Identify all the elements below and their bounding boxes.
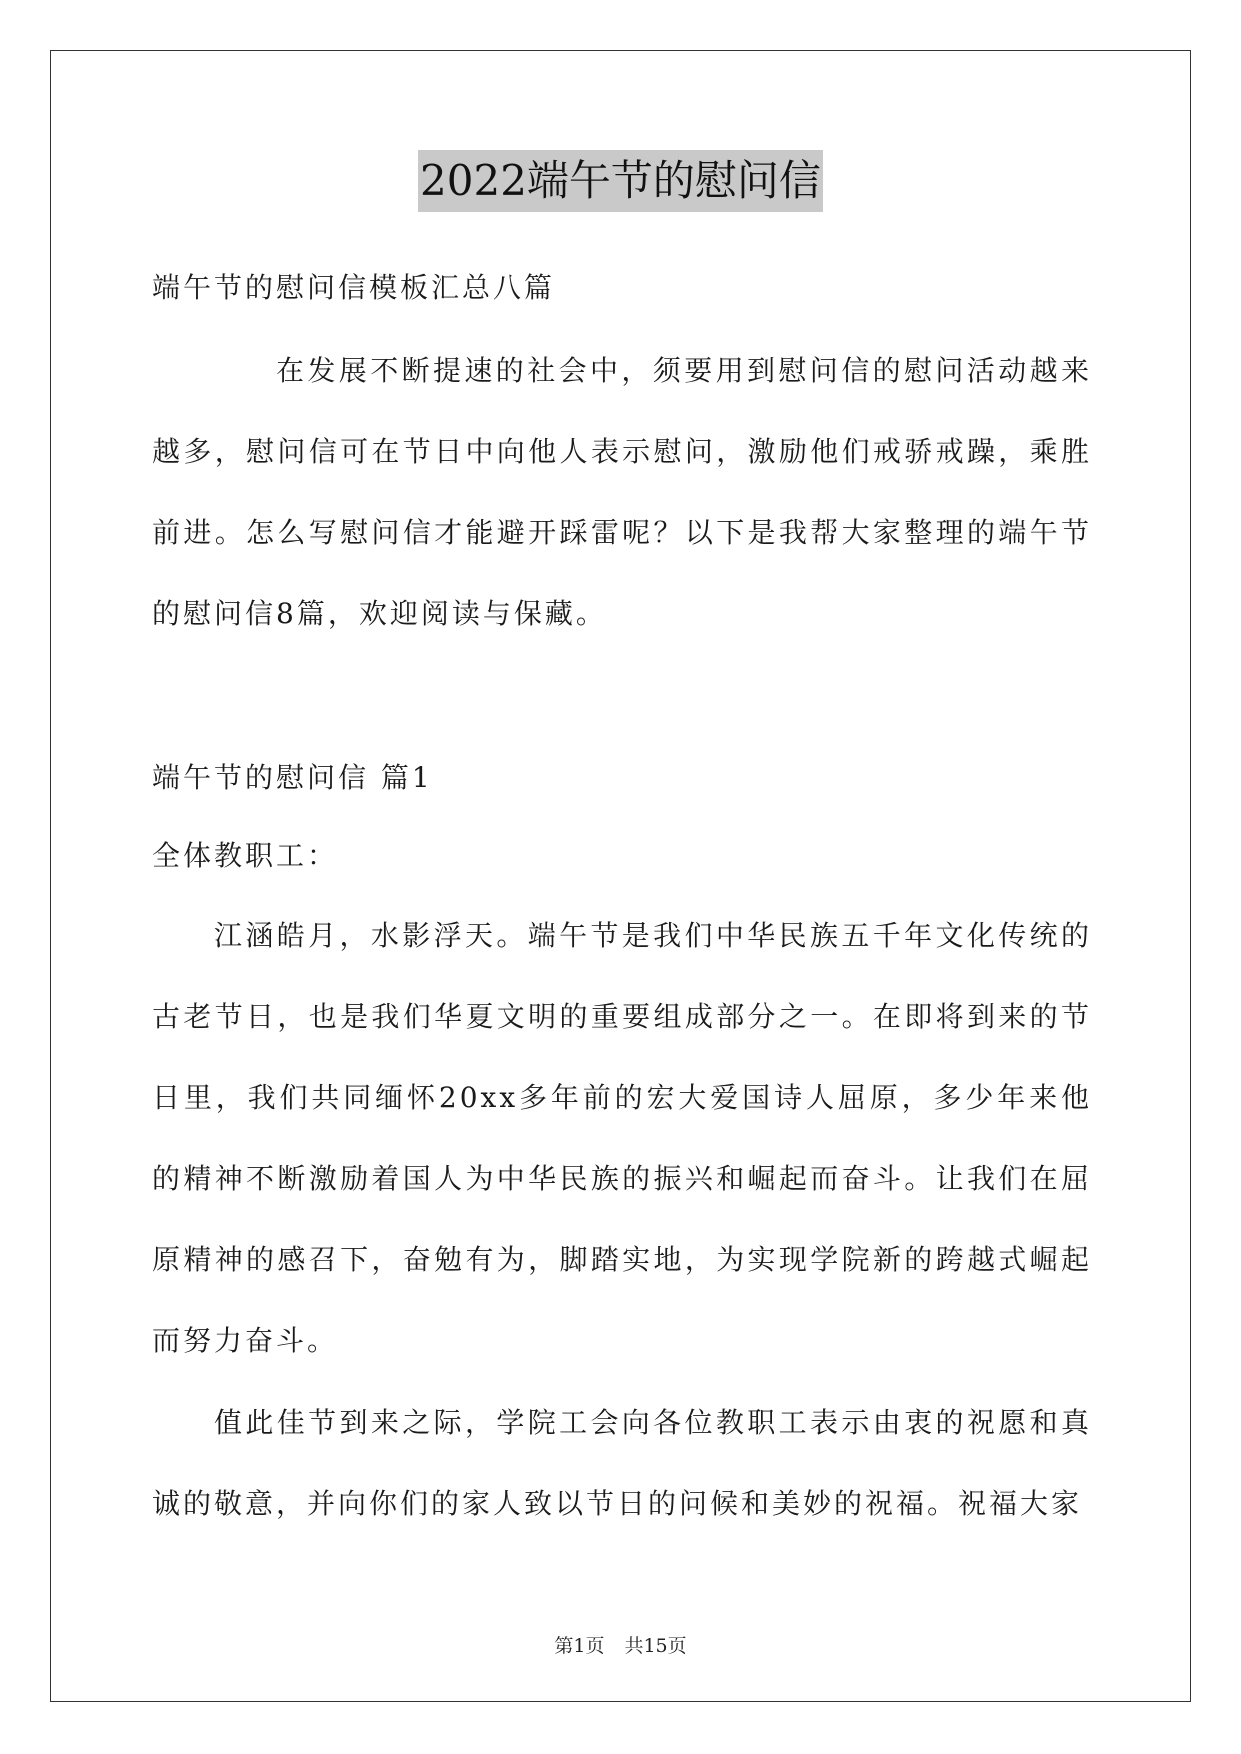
intro-paragraph: 在发展不断提速的社会中，须要用到慰问信的慰问活动越来越多，慰问信可在节日中向他人表示慰问，激励他们戒骄戒躁，乘胜前进。怎么写慰问信才能避开踩雷呢？以下是我帮大家整理的端午节的慰问信8篇，欢迎阅读与保藏。 <box>152 354 1092 630</box>
document-subtitle: 端午节的慰问信模板汇总八篇 <box>152 271 556 304</box>
body-paragraph-1: 江涵皓月，水影浮天。端午节是我们中华民族五千年文化传统的古老节日，也是我们华夏文明的重要组成部分之一。在即将到来的节日里，我们共同缅怀20xx多年前的宏大爱国诗人屈原，多少年来他的精神不断激励着国人为中华民族的振兴和崛起而奋斗。让我们在屈原精神的感召下，奋勉有为，脚踏实地，为实现学院新的跨越式崛起而努力奋斗。 <box>152 919 1092 1357</box>
document-title: 2022端午节的慰问信 <box>418 150 823 212</box>
document-title-block <box>0 150 1241 212</box>
letter-salutation: 全体教职工： <box>152 839 339 872</box>
page-number: 第1页 <box>554 1635 605 1657</box>
body-paragraph-2: 值此佳节到来之际，学院工会向各位教职工表示由衷的祝愿和真诚的敬意，并向你们的家人致以节日的问候和美妙的祝福。祝福大家 <box>152 1406 1092 1520</box>
page-total: 共15页 <box>624 1635 687 1657</box>
section-heading: 端午节的慰问信 篇1 <box>152 761 433 794</box>
page-footer <box>0 1632 1241 1660</box>
